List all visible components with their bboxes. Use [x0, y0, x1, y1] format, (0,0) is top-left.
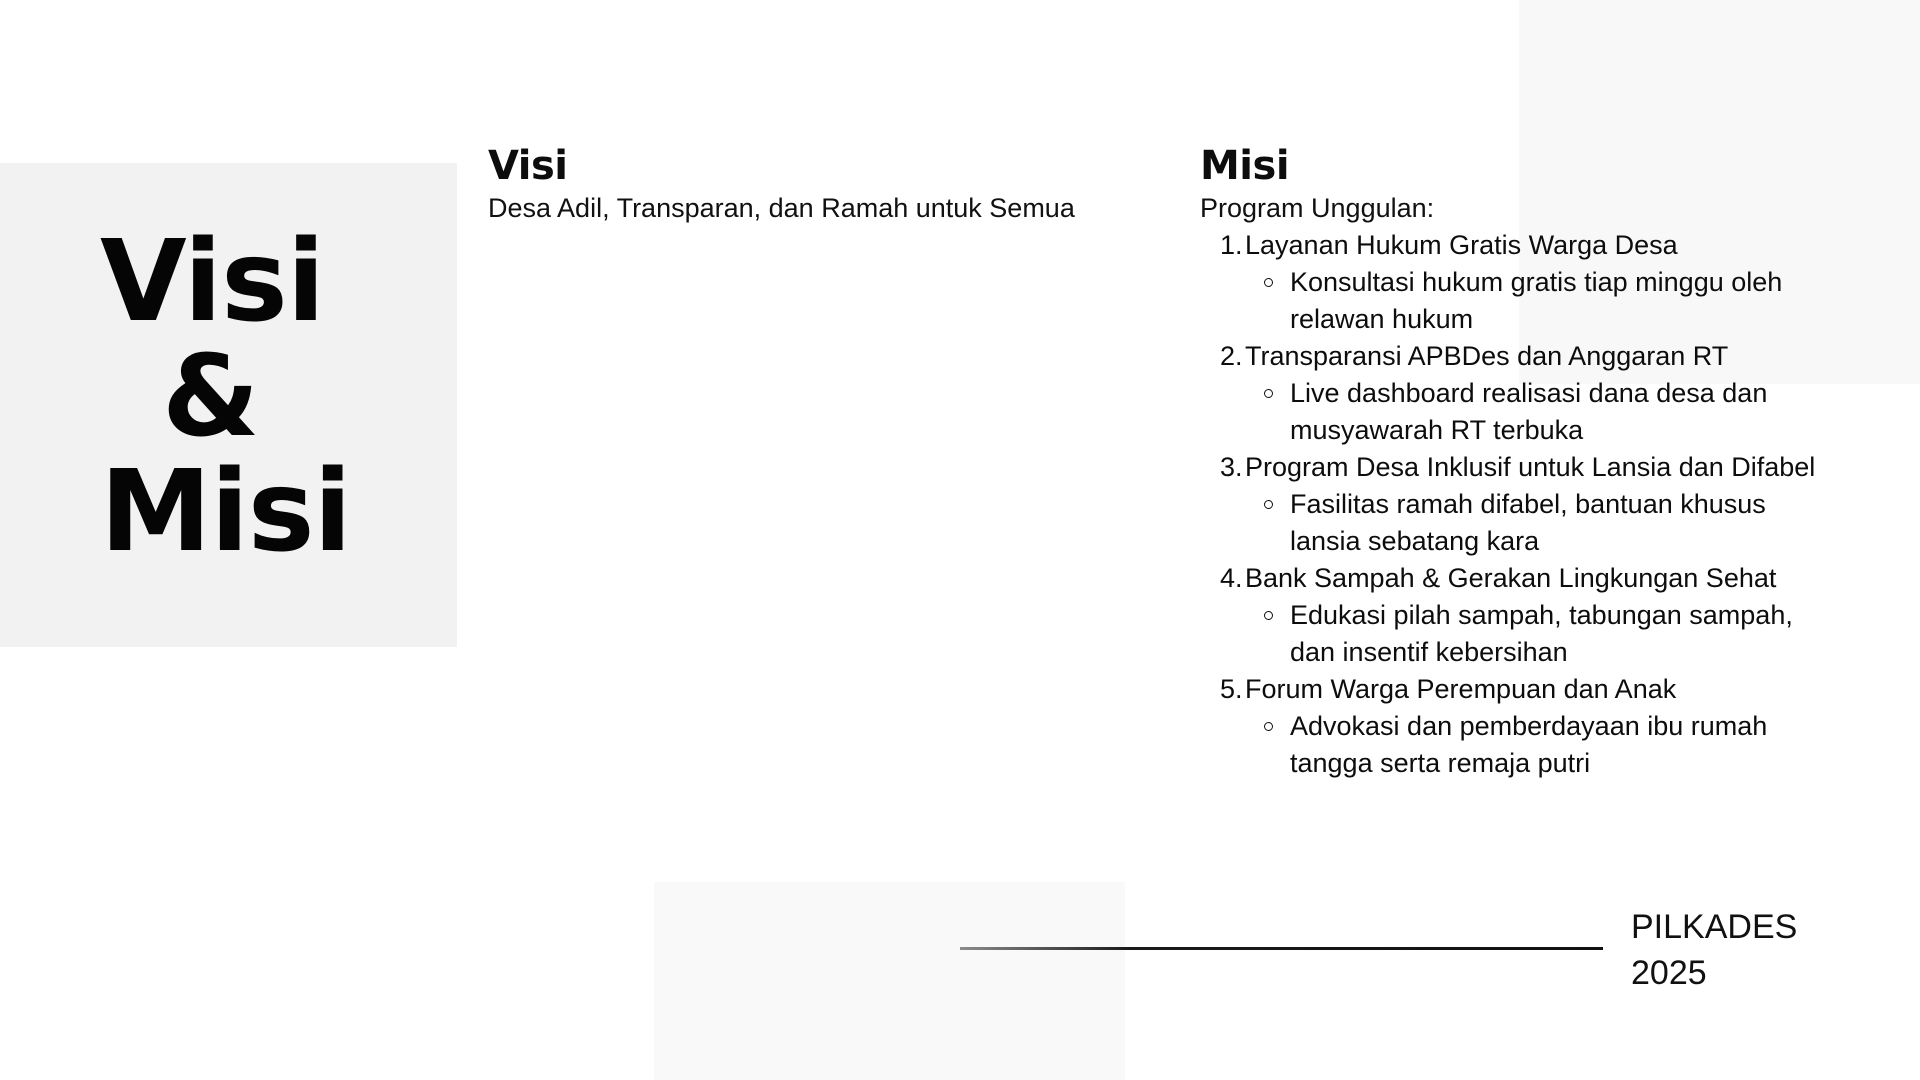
bullet-circle-icon	[1264, 611, 1273, 620]
program-label: Forum Warga Perempuan dan Anak	[1245, 674, 1677, 704]
program-detail	[1245, 264, 1800, 338]
program-item	[1200, 671, 1820, 782]
misi-section	[1200, 142, 1820, 782]
program-detail-list	[1245, 486, 1820, 560]
footer-label	[1631, 904, 1831, 996]
program-label: Program Desa Inklusif untuk Lansia dan Difabel	[1245, 452, 1816, 482]
program-detail	[1245, 708, 1800, 782]
background-block-bottom	[654, 882, 1125, 1080]
bullet-circle-icon	[1264, 500, 1273, 509]
bullet-circle-icon	[1264, 722, 1273, 731]
program-detail-list	[1245, 597, 1820, 671]
program-detail-list	[1245, 264, 1820, 338]
program-label: Layanan Hukum Gratis Warga Desa	[1245, 230, 1678, 260]
program-item	[1200, 560, 1820, 671]
visi-statement: Desa Adil, Transparan, dan Ramah untuk Semua	[488, 193, 1075, 223]
slide-title-misi: Misi	[100, 447, 351, 577]
program-detail	[1245, 375, 1800, 449]
footer-divider	[960, 947, 1603, 950]
program-detail-list	[1245, 708, 1820, 782]
visi-heading: Visi	[488, 143, 568, 189]
footer-label-line1: PILKADES	[1631, 908, 1798, 946]
program-label: Transparansi APBDes dan Anggaran RT	[1245, 341, 1729, 371]
program-number: 2.	[1220, 341, 1243, 371]
program-detail-text: Konsultasi hukum gratis tiap minggu oleh relawan hukum	[1290, 267, 1783, 334]
visi-section	[488, 142, 1108, 227]
program-list	[1200, 227, 1820, 782]
program-item	[1200, 449, 1820, 560]
program-number: 1.	[1220, 230, 1243, 260]
slide-title-ampersand: &	[162, 332, 259, 462]
program-number: 4.	[1220, 563, 1243, 593]
program-number: 3.	[1220, 452, 1243, 482]
program-number: 5.	[1220, 674, 1243, 704]
program-detail-text: Edukasi pilah sampah, tabungan sampah, dan insentif kebersihan	[1290, 600, 1793, 667]
program-item	[1200, 227, 1820, 338]
program-detail	[1245, 597, 1800, 671]
program-detail-list	[1245, 375, 1820, 449]
bullet-circle-icon	[1264, 278, 1273, 287]
program-intro: Program Unggulan:	[1200, 193, 1435, 223]
misi-heading: Misi	[1200, 143, 1290, 189]
footer-label-line2: 2025	[1631, 954, 1707, 992]
program-detail-text: Live dashboard realisasi dana desa dan musyawarah RT terbuka	[1290, 378, 1768, 445]
bullet-circle-icon	[1264, 389, 1273, 398]
program-label: Bank Sampah & Gerakan Lingkungan Sehat	[1245, 563, 1777, 593]
slide-title	[100, 217, 400, 577]
program-detail-text: Advokasi dan pemberdayaan ibu rumah tangga serta remaja putri	[1290, 711, 1768, 778]
program-detail	[1245, 486, 1800, 560]
program-item	[1200, 338, 1820, 449]
slide-title-visi: Visi	[100, 217, 325, 347]
program-detail-text: Fasilitas ramah difabel, bantuan khusus lansia sebatang kara	[1290, 489, 1766, 556]
